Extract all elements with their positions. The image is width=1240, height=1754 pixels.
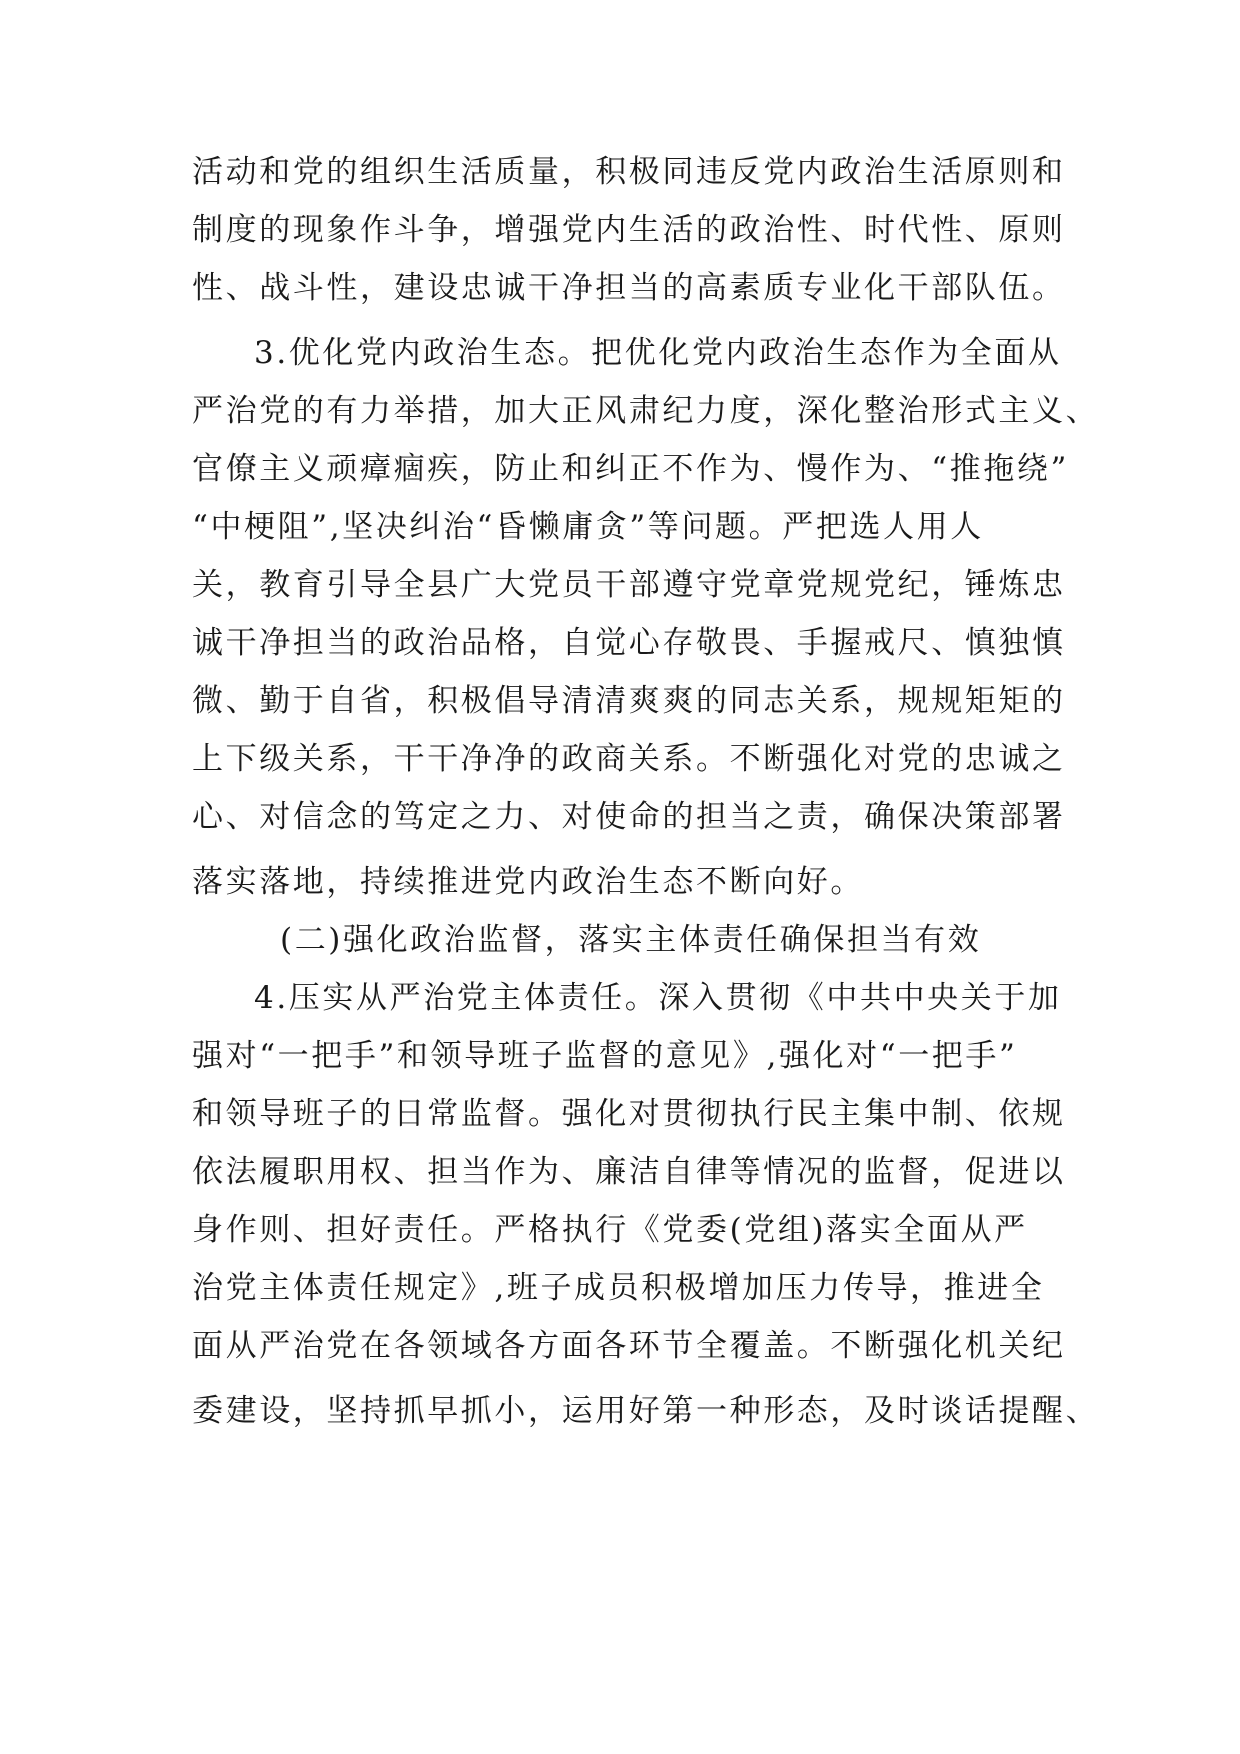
text-line: 治党主体责任规定》,班子成员积极增加压力传导，推进全 [192,1270,1045,1306]
text-line: 诚干净担当的政治品格，自觉心存敬畏、手握戒尺、慎独慎 [192,625,1066,661]
section-heading: (二)强化政治监督，落实主体责任确保担当有效 [280,922,982,958]
text-line: 制度的现象作斗争，增强党内生活的政治性、时代性、原则 [192,212,1066,248]
text-line: 身作则、担好责任。严格执行《党委(党组)落实全面从严 [192,1212,1028,1248]
text-line: 关，教育引导全县广大党员干部遵守党章党规党纪，锤炼忠 [192,567,1066,603]
document-body [192,154,1100,1452]
text-line: “中梗阻”,坚决纠治“昏懒庸贪”等问题。严把选人用人 [192,509,984,545]
paragraph-3-first-line: 3.优化党内政治生态。把优化党内政治生态作为全面从 [254,335,1062,371]
text-line: 活动和党的组织生活质量，积极同违反党内政治生活原则和 [192,154,1066,190]
text-line: 上下级关系，干干净净的政商关系。不断强化对党的忠诚之 [192,741,1066,777]
paragraph-4-first-line: 4.压实从严治党主体责任。深入贯彻《中共中央关于加 [254,980,1062,1016]
text-line: 心、对信念的笃定之力、对使命的担当之责，确保决策部署 [192,799,1066,835]
text-line: 严治党的有力举措，加大正风肃纪力度，深化整治形式主义、 [192,393,1100,429]
text-line: 官僚主义顽瘴痼疾，防止和纠正不作为、慢作为、“推拖绕” [192,451,1069,487]
text-line: 性、战斗性，建设忠诚干净担当的高素质专业化干部队伍。 [192,270,1066,306]
text-line: 微、勤于自省，积极倡导清清爽爽的同志关系，规规矩矩的 [192,683,1066,719]
text-line: 和领导班子的日常监督。强化对贯彻执行民主集中制、依规 [192,1096,1066,1132]
text-line: 依法履职用权、担当作为、廉洁自律等情况的监督，促进以 [192,1154,1066,1190]
text-line: 面从严治党在各领域各方面各环节全覆盖。不断强化机关纪 [192,1328,1066,1364]
text-line: 委建设，坚持抓早抓小，运用好第一种形态，及时谈话提醒、 [192,1393,1100,1429]
text-line: 强对“一把手”和领导班子监督的意见》,强化对“一把手” [192,1038,1018,1074]
text-line: 落实落地，持续推进党内政治生态不断向好。 [192,864,864,900]
